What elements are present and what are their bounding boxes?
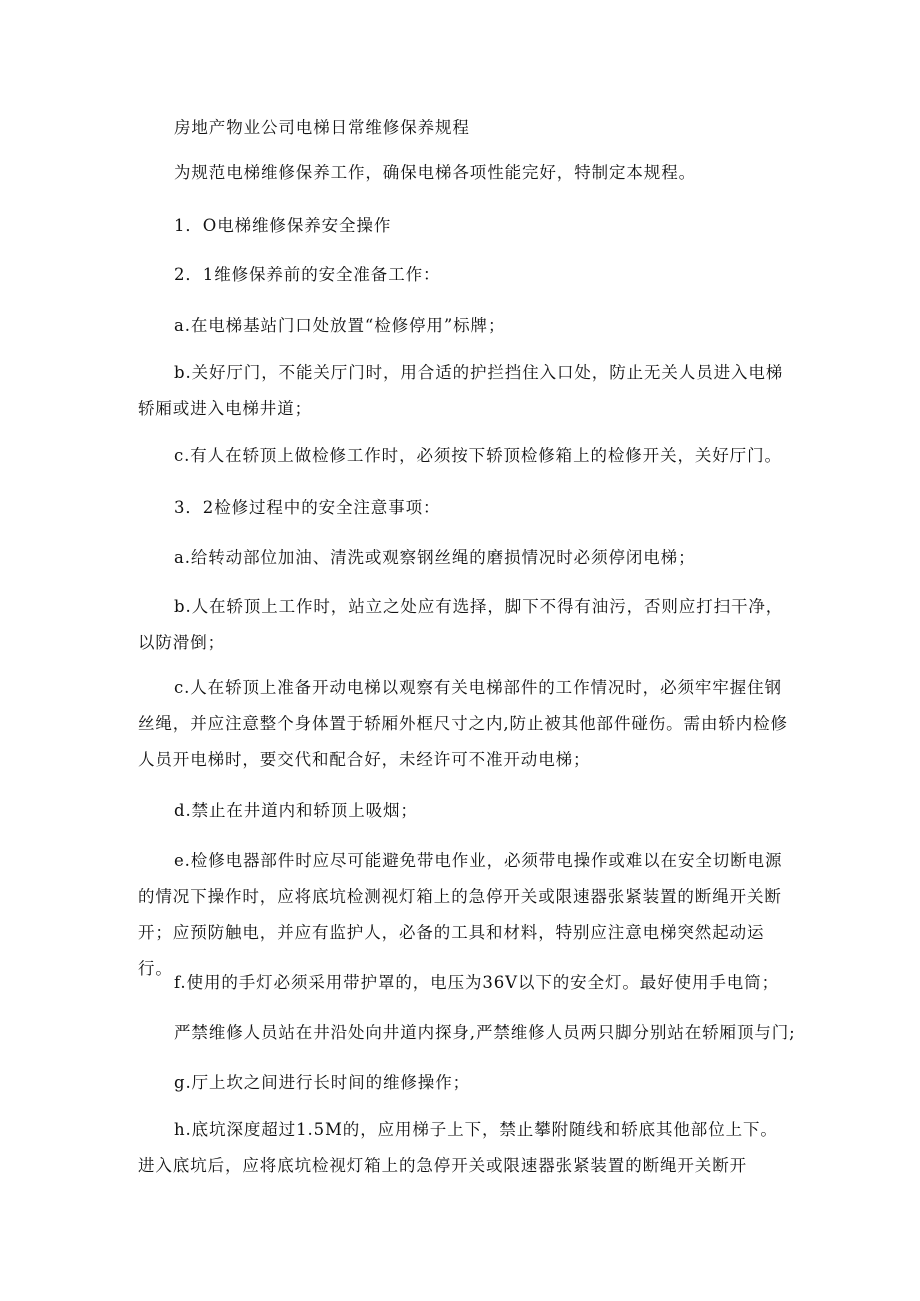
list-item-g-safety: g.厅上坎之间进行长时间的维修操作； [174, 1073, 471, 1092]
list-item-c-safety: c.人在轿顶上准备开动电梯以观察有关电梯部件的工作情况时，必须牢牢握住钢丝绳，并应注意整个身体置于轿厢外框尺寸之内,防止被其他部件碰伤。需由轿内检修人员开电梯时，要交代和配合好，未经许可不准开动电梯； [138, 678, 788, 769]
list-item-b-prep: b.关好厅门，不能关厅门时，用合适的护拦挡住入口处，防止无关人员进入电梯轿厢或进入电梯井道； [138, 363, 784, 418]
list-item-d-safety: d.禁止在井道内和轿顶上吸烟； [174, 801, 418, 820]
list-item-b-safety: b.人在轿顶上工作时，站立之处应有选择，脚下不得有油污，否则应打扫干净，以防滑倒； [138, 597, 784, 652]
list-item-c-prep: c.有人在轿顶上做检修工作时，必须按下轿顶检修箱上的检修开关，关好厅门。 [174, 446, 782, 465]
section-heading-3: 3．2检修过程中的安全注意事项： [174, 498, 441, 517]
list-item-f-safety: f.使用的手灯必须采用带护罩的，电压为36V以下的安全灯。最好使用手电筒； [174, 973, 779, 992]
section-heading-1: 1．O电梯维修保养安全操作 [174, 216, 392, 235]
safety-warning-paragraph: 严禁维修人员站在井沿处向井道内探身,严禁维修人员两只脚分别站在轿厢顶与门; [174, 1023, 796, 1042]
list-item-e-safety: e.检修电器部件时应尽可能避免带电作业，必须带电操作或难以在安全切断电源的情况下操作时，应将底坑检测视灯箱上的急停开关或限速器张紧装置的断绳开关断开；应预防触电，并应有监护人，必备的工具和材料，特别应注意电梯突然起动运行。 [138, 851, 783, 978]
intro-paragraph: 为规范电梯维修保养工作，确保电梯各项性能完好，特制定本规程。 [174, 163, 696, 182]
document-title: 房地产物业公司电梯日常维修保养规程 [174, 118, 470, 137]
list-item-a-prep: a.在电梯基站门口处放置“检修停用”标牌； [174, 316, 506, 335]
list-item-h-safety: h.底坑深度超过1.5M的，应用梯子上下，禁止攀附随线和轿底其他部位上下。进入底坑后，应将底坑检视灯箱上的急停开关或限速器张紧装置的断绳开关断开 [138, 1120, 778, 1175]
section-heading-2: 2．1维修保养前的安全准备工作： [174, 265, 441, 284]
list-item-a-safety: a.给转动部位加油、清洗或观察钢丝绳的磨损情况时必须停闭电梯； [174, 548, 696, 567]
